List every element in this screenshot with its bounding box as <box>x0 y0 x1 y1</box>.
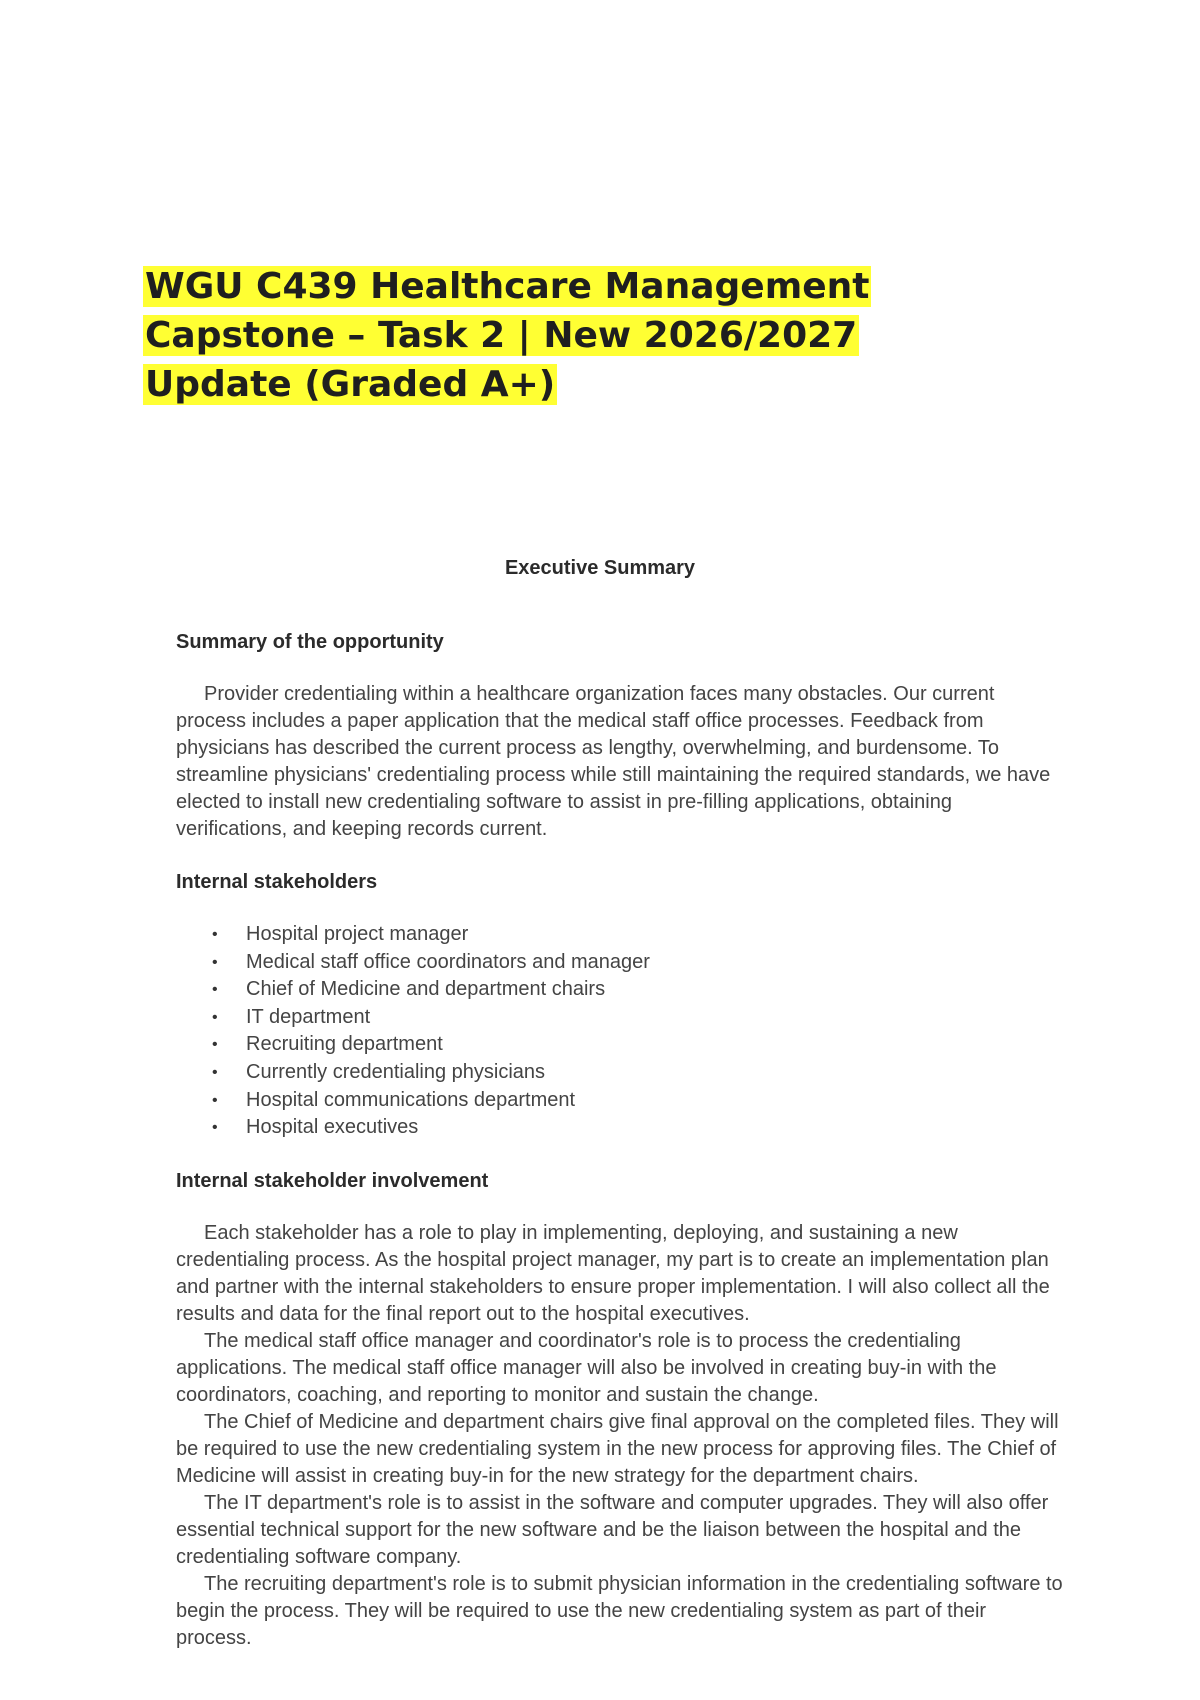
title-highlight: WGU C439 Healthcare Management Capstone – Task 2 | New 2026/2027 Update (Graded A+) <box>145 266 870 405</box>
involvement-heading: Internal stakeholder involvement <box>176 1169 489 1192</box>
list-item-text: Recruiting department <box>246 1033 443 1056</box>
list-item-text: IT department <box>246 1005 371 1028</box>
stakeholders-heading: Internal stakeholders <box>176 871 378 893</box>
list-item <box>176 976 1066 1004</box>
opportunity-heading: Summary of the opportunity <box>176 631 444 653</box>
bullet-icon: • <box>212 1119 218 1137</box>
opportunity-paragraph: Provider credentialing within a healthcare organization faces many obstacles. Our current process includes a paper application that the medical staff office processes. Feedback from physicians has described the current process as lengthy, overwhelming, and burdensome. To streamline physicians' credentialing process while still maintaining the required standards, we have elected to install new credentialing software to assist in pre-filling applications, obtaining verifications, and keeping records current. <box>176 683 1051 840</box>
list-item <box>176 949 1066 977</box>
bullet-icon: • <box>212 1063 218 1081</box>
list-item-text: Hospital communications department <box>246 1088 576 1111</box>
list-item-text: Chief of Medicine and department chairs <box>246 978 606 1001</box>
list-item-text: Medical staff office coordinators and manager <box>246 950 650 973</box>
involvement-paragraph-recruiting: The recruiting department's role is to submit physician information in the credentialing software to begin the process. They will be required to use the new credentialing system as part of their process. <box>176 1572 1063 1649</box>
document-body <box>176 630 1066 1652</box>
stakeholders-list <box>176 921 1066 1142</box>
list-item <box>176 1114 1066 1142</box>
list-item <box>176 1004 1066 1032</box>
bullet-icon: • <box>212 1091 218 1109</box>
list-item <box>176 921 1066 949</box>
bullet-icon: • <box>212 1036 218 1054</box>
involvement-paragraph-project-manager: Each stakeholder has a role to play in implementing, deploying, and sustaining a new credentialing process. As the hospital project manager, my part is to create an implementation plan and partner with the internal stakeholders to ensure proper implementation. I will also collect all the results and data for the final report out to the hospital executives. <box>176 1221 1050 1325</box>
involvement-paragraph-it: The IT department's role is to assist in the software and computer upgrades. They will also offer essential technical support for the new software and be the liaison between the hospital and the credentialing software company. <box>176 1491 1049 1568</box>
executive-summary-heading: Executive Summary <box>504 557 696 579</box>
bullet-icon: • <box>212 1008 218 1026</box>
bullet-icon: • <box>212 981 218 999</box>
list-item-text: Hospital project manager <box>246 923 469 945</box>
document-title <box>143 262 903 409</box>
list-item <box>176 1059 1066 1087</box>
list-item <box>176 1031 1066 1059</box>
list-item <box>176 1087 1066 1115</box>
involvement-paragraph-medical-staff: The medical staff office manager and coordinator's role is to process the credentialing applications. The medical staff office manager will also be involved in creating buy-in with the coordinators, coaching, and reporting to monitor and sustain the change. <box>176 1329 997 1406</box>
list-item-text: Currently credentialing physicians <box>246 1060 546 1083</box>
involvement-paragraph-chief-of-medicine: The Chief of Medicine and department chairs give final approval on the completed files. They will be required to use the new credentialing system in the new process for approving files. The Chief of Medicine will assist in creating buy-in for the new strategy for the department chairs. <box>176 1410 1059 1487</box>
bullet-icon: • <box>212 953 218 971</box>
list-item-text: Hospital executives <box>246 1116 419 1139</box>
bullet-icon: • <box>212 926 218 943</box>
